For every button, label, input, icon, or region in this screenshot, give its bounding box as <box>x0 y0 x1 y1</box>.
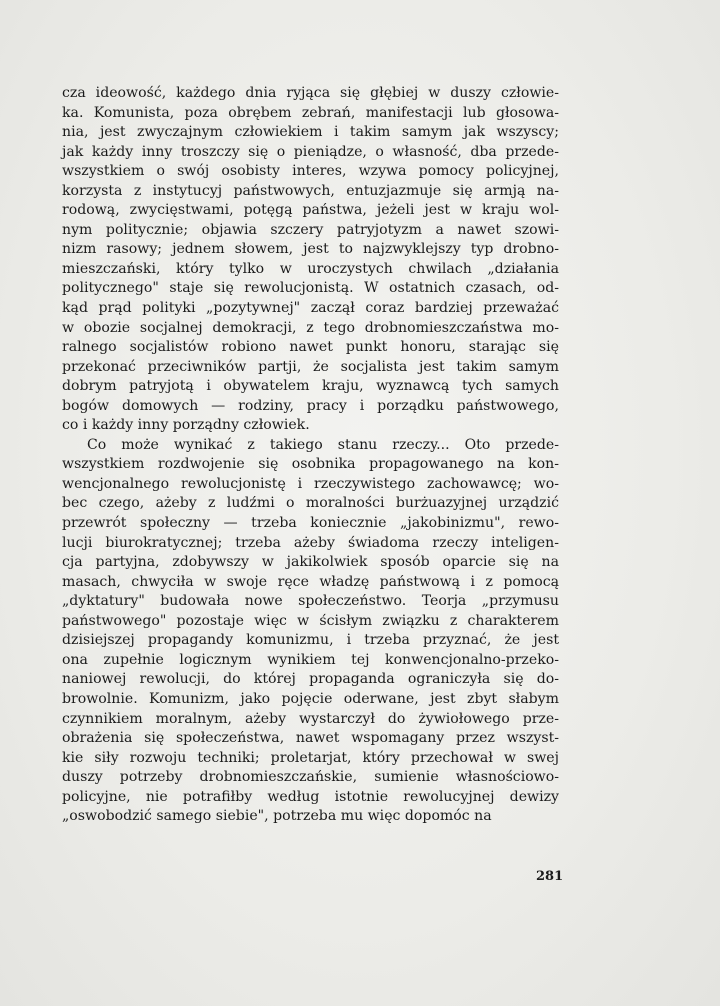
text-line: kąd prąd polityki „pozytywnej" zaczął coraz bardziej przeważać <box>62 300 559 317</box>
text-line: obrażenia się społeczeństwa, nawet wspomagany przez wszyst- <box>62 730 559 747</box>
body-text <box>62 84 559 827</box>
text-line: cja partyjna, zdobywszy w jakikolwiek sposób oparcie się na <box>62 554 559 571</box>
text-line: lucji biurokratycznej; trzeba ażeby świadoma rzeczy inteligen- <box>62 534 559 551</box>
text-line: korzysta z instytucyj państwowych, entuzjazmuje się armją na- <box>62 182 559 199</box>
text-line: politycznego" staje się rewolucjonistą. W ostatnich czasach, od- <box>62 280 559 297</box>
text-line: dobrym patryjotą i obywatelem kraju, wyznawcą tych samych <box>62 378 559 395</box>
paragraph <box>62 84 559 436</box>
text-line: mieszczański, który tylko w uroczystych chwilach „działania <box>62 260 559 277</box>
text-line: „dyktatury" budowała nowe społeczeństwo. Teorja „przymusu <box>62 593 559 610</box>
text-line: jak każdy inny troszczy się o pieniądze, o własność, dba przede- <box>62 143 559 160</box>
text-line: rodową, zwycięstwami, potęgą państwa, jeżeli jest w kraju wol- <box>62 202 559 219</box>
text-line: w obozie socjalnej demokracji, z tego drobnomieszczaństwa mo- <box>62 319 559 336</box>
text-line: przekonać przeciwników partji, że socjalista jest takim samym <box>62 358 559 375</box>
paragraph <box>62 436 559 827</box>
text-line: państwowego" pozostaje więc w ścisłym związku z charakterem <box>62 612 559 629</box>
text-line: co i każdy inny porządny człowiek. <box>62 417 310 434</box>
text-line: przewrót społeczny — trzeba koniecznie „jakobinizmu", rewo- <box>62 515 559 532</box>
text-line: wencjonalnego rewolucjonistę i rzeczywistego zachowawcę; wo- <box>62 475 559 492</box>
text-line: bec czego, ażeby z ludźmi o moralności burżuazyjnej urządzić <box>62 495 559 512</box>
text-line: masach, chwyciła w swoje ręce władzę państwową i z pomocą <box>62 573 559 590</box>
page-number: 281 <box>536 869 564 884</box>
text-line: ka. Komunista, poza obrębem zebrań, manifestacji lub głosowa- <box>62 104 559 121</box>
text-line: naniowej rewolucji, do której propaganda ograniczyła się do- <box>62 671 559 688</box>
text-line: policyjne, nie potrafiłby według istotnie rewolucyjnej dewizy <box>62 788 559 805</box>
text-line: browolnie. Komunizm, jako pojęcie oderwane, jest zbyt słabym <box>62 690 559 707</box>
text-line: nym politycznie; objawia szczery patryjotyzm a nawet szowi- <box>62 221 559 238</box>
text-line: wszystkiem rozdwojenie się osobnika propagowanego na kon- <box>62 456 559 473</box>
text-line: Co może wynikać z takiego stanu rzeczy... Oto przede- <box>87 436 559 453</box>
text-line: ona zupełnie logicznym wynikiem tej konwencjonalno-przeko- <box>62 651 559 668</box>
text-line: bogów domowych — rodziny, pracy i porządku państwowego, <box>62 397 559 414</box>
text-line: nizm rasowy; jednem słowem, jest to najzwyklejszy typ drobno- <box>62 241 559 258</box>
text-line: nia, jest zwyczajnym człowiekiem i takim samym jak wszyscy; <box>62 124 559 141</box>
text-line: duszy potrzeby drobnomieszczańskie, sumienie własnościowo- <box>62 769 559 786</box>
text-line: dzisiejszej propagandy komunizmu, i trzeba przyznać, że jest <box>62 632 559 649</box>
text-line: „oswobodzić samego siebie", potrzeba mu więc dopomóc na <box>62 808 492 825</box>
text-line: ralnego socjalistów robiono nawet punkt honoru, starając się <box>62 339 559 356</box>
text-line: czynnikiem moralnym, ażeby wystarczył do żywiołowego prze- <box>62 710 559 727</box>
text-line: wszystkiem o swój osobisty interes, wzywa pomocy policyjnej, <box>62 163 559 180</box>
text-line: kie siły rozwoju techniki; proletarjat, który przechował w swej <box>62 749 559 766</box>
text-line: cza ideowość, każdego dnia ryjąca się głębiej w duszy człowie- <box>62 85 559 101</box>
